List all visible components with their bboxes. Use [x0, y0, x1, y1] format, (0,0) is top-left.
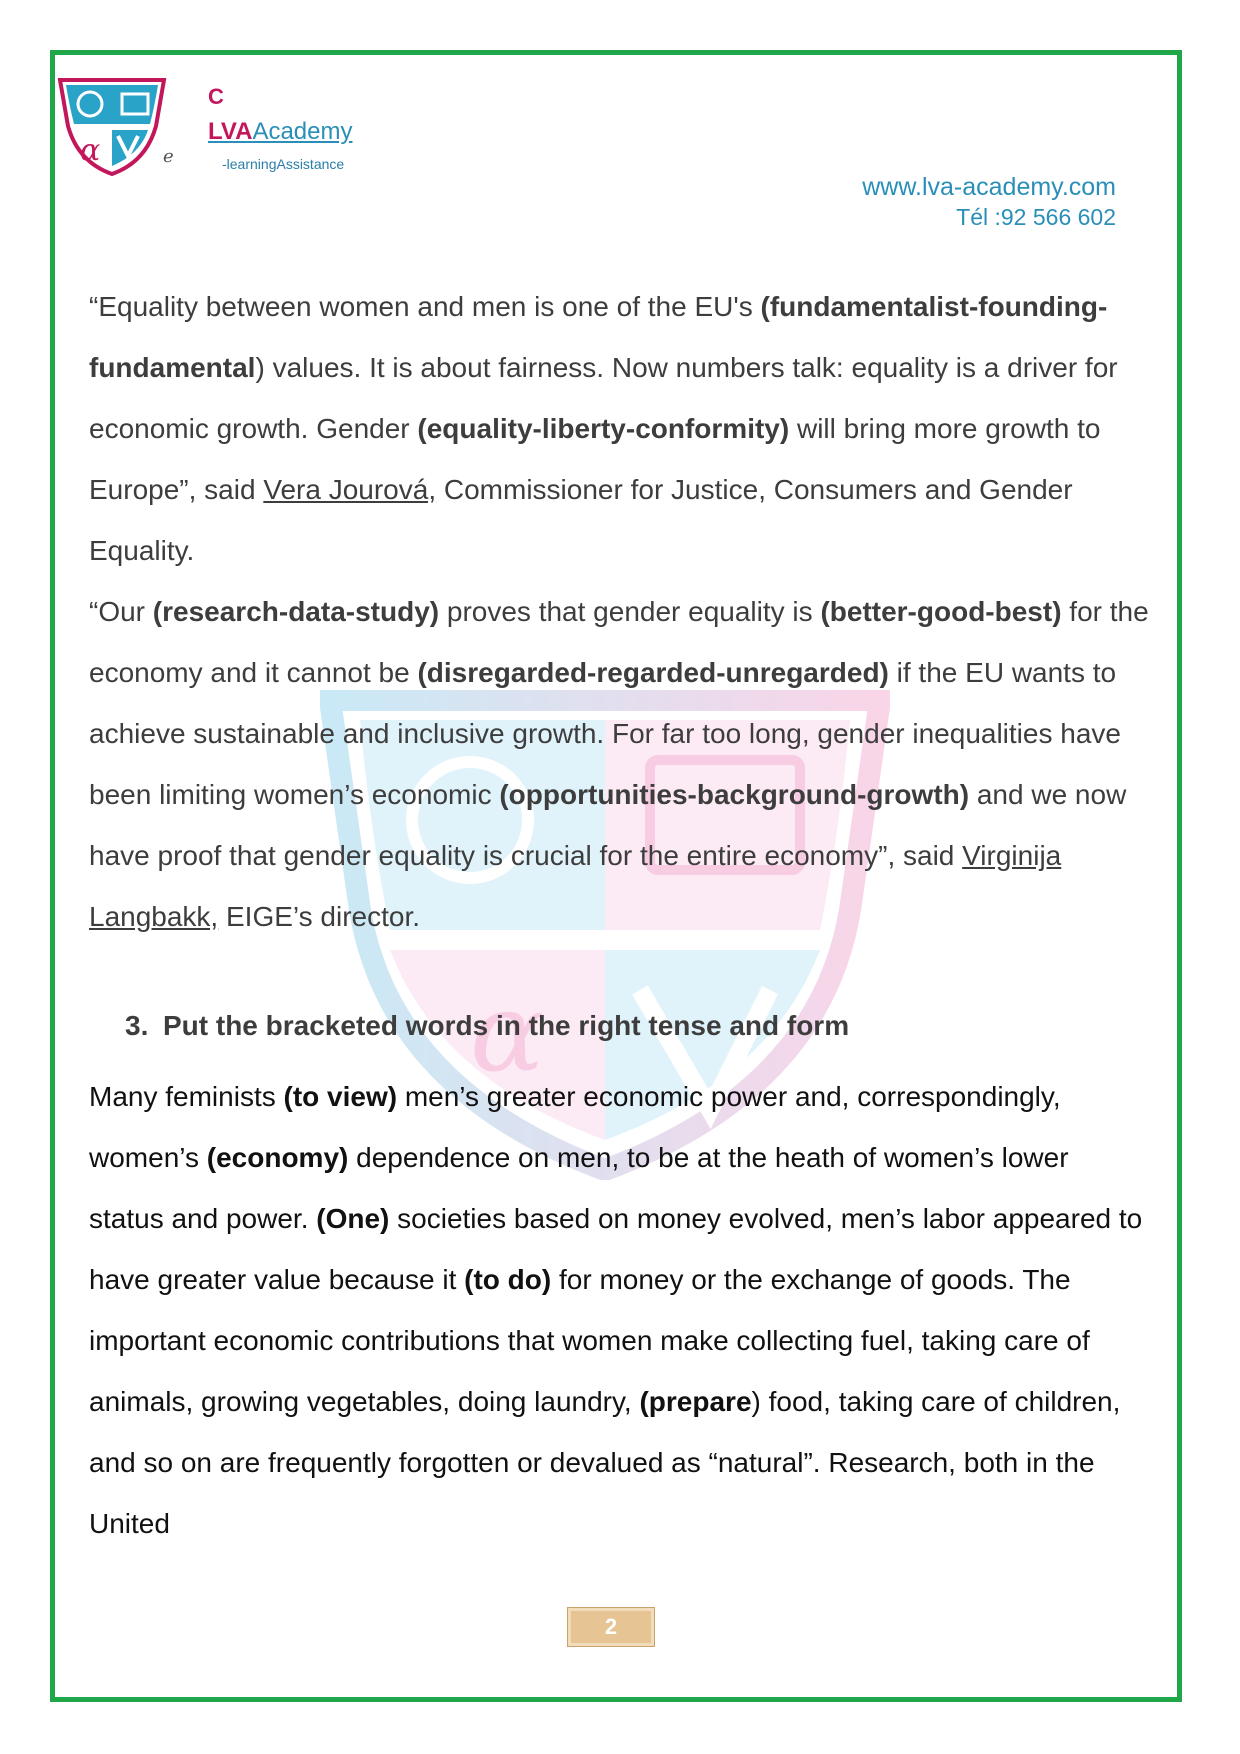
text-run: Many feminists — [89, 1081, 284, 1112]
bracket-word: (One) — [316, 1203, 390, 1234]
bracket-choice: (opportunities-background-growth) — [499, 779, 970, 810]
brand-letter: C — [208, 84, 224, 109]
passage-1 — [89, 276, 1149, 947]
bracket-word: (prepare — [639, 1386, 752, 1417]
text-run: “Our — [89, 596, 153, 627]
text-run: will bring more growth to Europe”, said — [89, 413, 1101, 505]
svg-text:α: α — [470, 968, 545, 1096]
bracket-choice: (research-data-study) — [152, 596, 440, 627]
brand-name[interactable] — [208, 118, 352, 146]
contact-block — [862, 172, 1116, 232]
name-link-jourova[interactable]: Vera Jourová, — [263, 474, 437, 505]
text-run: for the economy and it cannot be — [89, 596, 1149, 688]
bracket-choice: (fundamentalist-founding-fundamental — [89, 291, 1108, 383]
section-title: Put the bracketed words in the right tense and form — [163, 1010, 850, 1041]
text-run: societies based on money evolved, men’s labor appeared to have greater value because it — [89, 1203, 1143, 1295]
bracket-word: (economy) — [206, 1142, 349, 1173]
bracket-word: (to view) — [283, 1081, 398, 1112]
text-run: proves that gender equality is — [439, 596, 821, 627]
name-link-langbakk[interactable]: Virginija Langbakk, — [89, 840, 1062, 932]
page-number-badge: 2 — [568, 1608, 654, 1646]
website-link[interactable]: www.lva-academy.com — [862, 173, 1116, 201]
brand-e: e — [163, 146, 174, 167]
passage-2 — [89, 1066, 1149, 1554]
svg-text:α: α — [80, 133, 101, 168]
phone-number: Tél :92 566 602 — [956, 204, 1116, 230]
page-content — [89, 276, 1149, 1554]
bracket-choice: (better-good-best) — [820, 596, 1062, 627]
text-run: ) values. It is about fairness. Now numbers talk: equality is a driver for economic growth. Gender — [89, 352, 1118, 444]
text-run: dependence on men, to be at the heath of women’s lower status and power. — [89, 1142, 1069, 1234]
brand-lva: LVA — [208, 118, 253, 145]
bracket-choice: (disregarded-regarded-unregarded) — [417, 657, 889, 688]
bracket-word: (to do) — [464, 1264, 552, 1295]
bracket-choice: (equality-liberty-conformity) — [417, 413, 790, 444]
brand-academy: Academy — [252, 118, 353, 145]
text-run: if the EU wants to achieve sustainable and inclusive growth. For far too long, gender inequalities have been limiting women’s economic — [89, 657, 1121, 810]
text-run: for money or the exchange of goods. The important economic contributions that women make collecting fuel, taking care of animals, growing vegetables, doing laundry, — [89, 1264, 1090, 1417]
section-heading — [125, 995, 1149, 1056]
text-run: EIGE’s director. — [218, 901, 421, 932]
text-run: Commissioner for Justice, Consumers and Gender Equality. — [89, 474, 1073, 566]
brand-tagline: -learningAssistance — [222, 156, 345, 172]
text-run: “Equality between women and men is one of the EU's — [89, 291, 761, 322]
section-number: 3. — [125, 1010, 149, 1041]
text-run: ) food, taking care of children, and so on are frequently forgotten or devalued as “natural”. Research, both in the United — [89, 1386, 1121, 1539]
text-run: and we now have proof that gender equality is crucial for the entire economy”, said — [89, 779, 1127, 871]
text-run: men’s greater economic power and, correspondingly, women’s — [89, 1081, 1061, 1173]
logo-shield-icon — [56, 76, 168, 176]
